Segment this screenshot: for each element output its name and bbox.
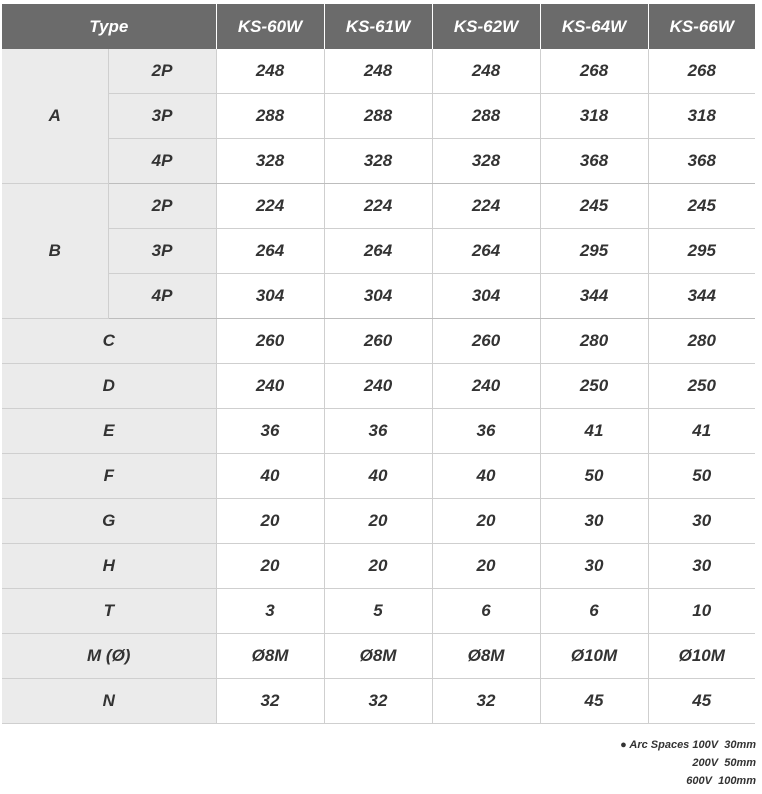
table-row [2, 184, 755, 229]
pole-label: 4P [108, 274, 216, 319]
row-label: G [2, 499, 216, 544]
value-cell: 260 [216, 319, 324, 364]
value-cell: 295 [648, 229, 755, 274]
value-cell: 295 [540, 229, 648, 274]
table-row [2, 139, 755, 184]
value-cell: 50 [648, 454, 755, 499]
value-cell: 45 [540, 679, 648, 724]
table-row [2, 499, 755, 544]
value-cell: 318 [540, 94, 648, 139]
table-row [2, 319, 755, 364]
table-row [2, 589, 755, 634]
value-cell: 250 [540, 364, 648, 409]
row-label: N [2, 679, 216, 724]
table-row [2, 634, 755, 679]
value-cell: 20 [432, 544, 540, 589]
table-row [2, 364, 755, 409]
model-header: KS-60W [216, 4, 324, 49]
value-cell: 36 [432, 409, 540, 454]
value-cell: 304 [216, 274, 324, 319]
value-cell: 248 [216, 49, 324, 94]
value-cell: 41 [648, 409, 755, 454]
value-cell: 248 [324, 49, 432, 94]
table-row [2, 49, 755, 94]
value-cell: 280 [540, 319, 648, 364]
spec-table [2, 4, 755, 724]
table-row [2, 274, 755, 319]
row-label: T [2, 589, 216, 634]
value-cell: 32 [432, 679, 540, 724]
table-row [2, 229, 755, 274]
note-line: ● Arc Spaces 100V 30mm [620, 739, 756, 751]
table-row [2, 544, 755, 589]
value-cell: 5 [324, 589, 432, 634]
value-cell: 304 [324, 274, 432, 319]
value-cell: 328 [432, 139, 540, 184]
value-cell: 20 [324, 544, 432, 589]
value-cell: 3 [216, 589, 324, 634]
value-cell: 260 [432, 319, 540, 364]
table-row [2, 679, 755, 724]
value-cell: 50 [540, 454, 648, 499]
value-cell: 368 [540, 139, 648, 184]
value-cell: 20 [432, 499, 540, 544]
value-cell: 41 [540, 409, 648, 454]
value-cell: 280 [648, 319, 755, 364]
value-cell: 368 [648, 139, 755, 184]
value-cell: Ø8M [324, 634, 432, 679]
value-cell: 264 [216, 229, 324, 274]
pole-label: 3P [108, 229, 216, 274]
row-label: E [2, 409, 216, 454]
value-cell: 32 [324, 679, 432, 724]
value-cell: 6 [432, 589, 540, 634]
table-row [2, 409, 755, 454]
value-cell: 264 [324, 229, 432, 274]
value-cell: Ø8M [432, 634, 540, 679]
row-label: D [2, 364, 216, 409]
row-label: M (Ø) [2, 634, 216, 679]
note-line: 200V 50mm [692, 757, 756, 769]
value-cell: 240 [324, 364, 432, 409]
value-cell: 36 [216, 409, 324, 454]
value-cell: Ø10M [648, 634, 755, 679]
value-cell: 268 [540, 49, 648, 94]
value-cell: 20 [216, 544, 324, 589]
model-header: KS-61W [324, 4, 432, 49]
note-line: 600V 100mm [686, 775, 756, 787]
table-row [2, 454, 755, 499]
model-header: KS-64W [540, 4, 648, 49]
group-label: A [2, 49, 108, 184]
value-cell: 288 [216, 94, 324, 139]
value-cell: 224 [216, 184, 324, 229]
value-cell: 20 [216, 499, 324, 544]
value-cell: 288 [324, 94, 432, 139]
row-label: H [2, 544, 216, 589]
value-cell: 224 [432, 184, 540, 229]
value-cell: 240 [216, 364, 324, 409]
value-cell: 250 [648, 364, 755, 409]
note-title: Arc Spaces [629, 739, 690, 751]
value-cell: 40 [216, 454, 324, 499]
value-cell: 36 [324, 409, 432, 454]
value-cell: 30 [540, 544, 648, 589]
value-cell: Ø8M [216, 634, 324, 679]
value-cell: 245 [648, 184, 755, 229]
value-cell: 30 [540, 499, 648, 544]
row-label: C [2, 319, 216, 364]
value-cell: 248 [432, 49, 540, 94]
pole-label: 4P [108, 139, 216, 184]
value-cell: 318 [648, 94, 755, 139]
type-header: Type [2, 4, 216, 49]
value-cell: 10 [648, 589, 755, 634]
pole-label: 2P [108, 49, 216, 94]
group-label: B [2, 184, 108, 319]
row-label: F [2, 454, 216, 499]
value-cell: 260 [324, 319, 432, 364]
value-cell: 264 [432, 229, 540, 274]
value-cell: 240 [432, 364, 540, 409]
bullet-icon: ● [620, 739, 627, 751]
pole-label: 3P [108, 94, 216, 139]
value-cell: 45 [648, 679, 755, 724]
model-header: KS-62W [432, 4, 540, 49]
value-cell: 245 [540, 184, 648, 229]
model-header: KS-66W [648, 4, 755, 49]
pole-label: 2P [108, 184, 216, 229]
value-cell: 30 [648, 544, 755, 589]
value-cell: 328 [216, 139, 324, 184]
value-cell: 344 [540, 274, 648, 319]
value-cell: 40 [324, 454, 432, 499]
value-cell: 40 [432, 454, 540, 499]
value-cell: 6 [540, 589, 648, 634]
table-row [2, 94, 755, 139]
value-cell: 288 [432, 94, 540, 139]
value-cell: 32 [216, 679, 324, 724]
value-cell: 30 [648, 499, 755, 544]
value-cell: 344 [648, 274, 755, 319]
value-cell: 304 [432, 274, 540, 319]
value-cell: 224 [324, 184, 432, 229]
value-cell: 328 [324, 139, 432, 184]
header-row [2, 4, 755, 49]
value-cell: 268 [648, 49, 755, 94]
value-cell: 20 [324, 499, 432, 544]
arc-spaces-note [620, 736, 756, 790]
value-cell: Ø10M [540, 634, 648, 679]
